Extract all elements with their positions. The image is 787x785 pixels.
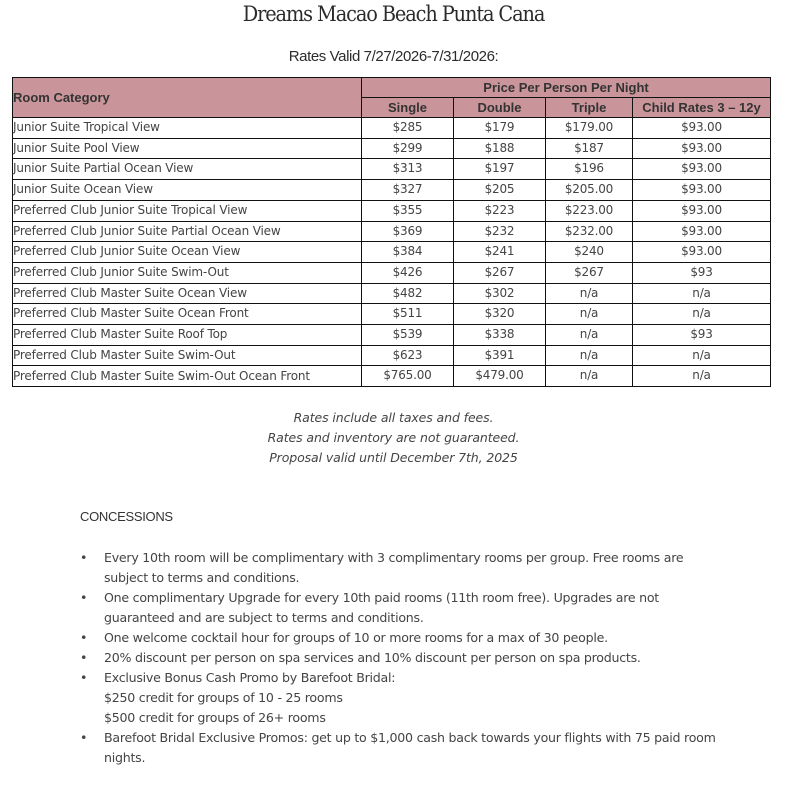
child-rate-cell: $93 (633, 325, 771, 346)
single-rate-cell: $426 (362, 262, 454, 283)
triple-rate-cell: $223.00 (546, 200, 633, 221)
concessions-heading: CONCESSIONS (80, 509, 173, 524)
double-rate-cell: $205 (454, 180, 546, 201)
triple-rate-cell: n/a (546, 366, 633, 387)
table-row (13, 159, 771, 180)
rate-notes (0, 408, 787, 468)
triple-rate-cell: n/a (546, 283, 633, 304)
room-category-cell: Junior Suite Ocean View (13, 180, 362, 201)
bullet-icon: • (80, 630, 88, 645)
triple-rate-cell: n/a (546, 345, 633, 366)
double-rate-cell: $188 (454, 138, 546, 159)
room-category-cell: Preferred Club Junior Suite Swim-Out (13, 262, 362, 283)
table-row (13, 325, 771, 346)
child-rate-cell: $93 (633, 262, 771, 283)
single-rate-cell: $482 (362, 283, 454, 304)
table-row (13, 200, 771, 221)
single-rate-cell: $285 (362, 118, 454, 139)
concession-text: One welcome cocktail hour for groups of 10 or more rooms for a max of 30 people. (104, 630, 608, 645)
bullet-icon: • (80, 550, 88, 565)
child-rate-cell: n/a (633, 283, 771, 304)
table-row (13, 221, 771, 242)
double-rate-cell: $241 (454, 242, 546, 263)
single-rate-cell: $313 (362, 159, 454, 180)
double-rate-cell: $223 (454, 200, 546, 221)
column-header-double: Double (454, 98, 546, 118)
single-rate-cell: $369 (362, 221, 454, 242)
single-rate-cell: $327 (362, 180, 454, 201)
concession-text: Every 10th room will be complimentary with 3 complimentary rooms per group. Free rooms are subject to terms and conditions. (104, 550, 684, 585)
double-rate-cell: $302 (454, 283, 546, 304)
table-row (13, 242, 771, 263)
triple-rate-cell: n/a (546, 304, 633, 325)
concessions-list (80, 548, 720, 768)
table-header-row (13, 78, 771, 98)
table-row (13, 138, 771, 159)
room-category-cell: Preferred Club Junior Suite Tropical View (13, 200, 362, 221)
single-rate-cell: $623 (362, 345, 454, 366)
double-rate-cell: $267 (454, 262, 546, 283)
double-rate-cell: $338 (454, 325, 546, 346)
triple-rate-cell: $232.00 (546, 221, 633, 242)
triple-rate-cell: $196 (546, 159, 633, 180)
child-rate-cell: $93.00 (633, 180, 771, 201)
table-row (13, 180, 771, 201)
table-row (13, 304, 771, 325)
child-rate-cell: $93.00 (633, 138, 771, 159)
triple-rate-cell: n/a (546, 325, 633, 346)
document-title: Dreams Macao Beach Punta Cana (242, 2, 545, 26)
concession-text: Barefoot Bridal Exclusive Promos: get up to $1,000 cash back towards your flights with 75 paid room nights. (104, 730, 716, 765)
child-rate-cell: $93.00 (633, 200, 771, 221)
room-category-cell: Junior Suite Partial Ocean View (13, 159, 362, 180)
bullet-icon: • (80, 670, 88, 685)
bullet-icon: • (80, 590, 88, 605)
concession-item (80, 588, 720, 628)
single-rate-cell: $384 (362, 242, 454, 263)
concession-item (80, 628, 720, 648)
bullet-icon: • (80, 730, 88, 745)
concession-item (80, 548, 720, 588)
rates-table (12, 77, 771, 387)
column-header-room-category: Room Category (13, 78, 362, 118)
child-rate-cell: $93.00 (633, 118, 771, 139)
double-rate-cell: $179 (454, 118, 546, 139)
triple-rate-cell: $179.00 (546, 118, 633, 139)
triple-rate-cell: $187 (546, 138, 633, 159)
column-header-single: Single (362, 98, 454, 118)
table-row (13, 118, 771, 139)
concession-subline: $250 credit for groups of 10 - 25 rooms (104, 690, 343, 705)
table-row (13, 366, 771, 387)
concession-subline: $500 credit for groups of 26+ rooms (104, 710, 326, 725)
concession-text: Exclusive Bonus Cash Promo by Barefoot Bridal: (104, 670, 396, 685)
room-category-cell: Preferred Club Master Suite Ocean View (13, 283, 362, 304)
note-not-guaranteed: Rates and inventory are not guaranteed. (267, 430, 520, 445)
table-row (13, 345, 771, 366)
concession-text: 20% discount per person on spa services and 10% discount per person on spa products. (104, 650, 641, 665)
room-category-cell: Junior Suite Tropical View (13, 118, 362, 139)
table-row (13, 283, 771, 304)
note-taxes: Rates include all taxes and fees. (293, 410, 494, 425)
child-rate-cell: $93.00 (633, 242, 771, 263)
triple-rate-cell: $240 (546, 242, 633, 263)
child-rate-cell: n/a (633, 366, 771, 387)
room-category-cell: Preferred Club Master Suite Roof Top (13, 325, 362, 346)
double-rate-cell: $320 (454, 304, 546, 325)
single-rate-cell: $511 (362, 304, 454, 325)
single-rate-cell: $355 (362, 200, 454, 221)
table-row (13, 262, 771, 283)
triple-rate-cell: $267 (546, 262, 633, 283)
child-rate-cell: $93.00 (633, 159, 771, 180)
double-rate-cell: $479.00 (454, 366, 546, 387)
room-category-cell: Junior Suite Pool View (13, 138, 362, 159)
rates-validity-subtitle: Rates Valid 7/27/2026-7/31/2026: (288, 48, 499, 65)
child-rate-cell: $93.00 (633, 221, 771, 242)
room-category-cell: Preferred Club Junior Suite Ocean View (13, 242, 362, 263)
child-rate-cell: n/a (633, 304, 771, 325)
bullet-icon: • (80, 650, 88, 665)
concession-item (80, 648, 720, 668)
single-rate-cell: $765.00 (362, 366, 454, 387)
room-category-cell: Preferred Club Master Suite Ocean Front (13, 304, 362, 325)
column-header-triple: Triple (546, 98, 633, 118)
double-rate-cell: $197 (454, 159, 546, 180)
child-rate-cell: n/a (633, 345, 771, 366)
concession-text: One complimentary Upgrade for every 10th paid rooms (11th room free). Upgrades are not guaranteed and are subject to terms and conditions. (104, 590, 659, 625)
concession-item (80, 668, 720, 728)
room-category-cell: Preferred Club Master Suite Swim-Out (13, 345, 362, 366)
rates-table-body (13, 118, 771, 387)
room-category-cell: Preferred Club Junior Suite Partial Ocean View (13, 221, 362, 242)
single-rate-cell: $539 (362, 325, 454, 346)
triple-rate-cell: $205.00 (546, 180, 633, 201)
room-category-cell: Preferred Club Master Suite Swim-Out Ocean Front (13, 366, 362, 387)
concession-item (80, 728, 720, 768)
double-rate-cell: $232 (454, 221, 546, 242)
column-header-child-rates: Child Rates 3 – 12y (633, 98, 771, 118)
single-rate-cell: $299 (362, 138, 454, 159)
column-group-header-price: Price Per Person Per Night (362, 78, 771, 98)
note-proposal-validity: Proposal valid until December 7th, 2025 (269, 450, 518, 465)
double-rate-cell: $391 (454, 345, 546, 366)
